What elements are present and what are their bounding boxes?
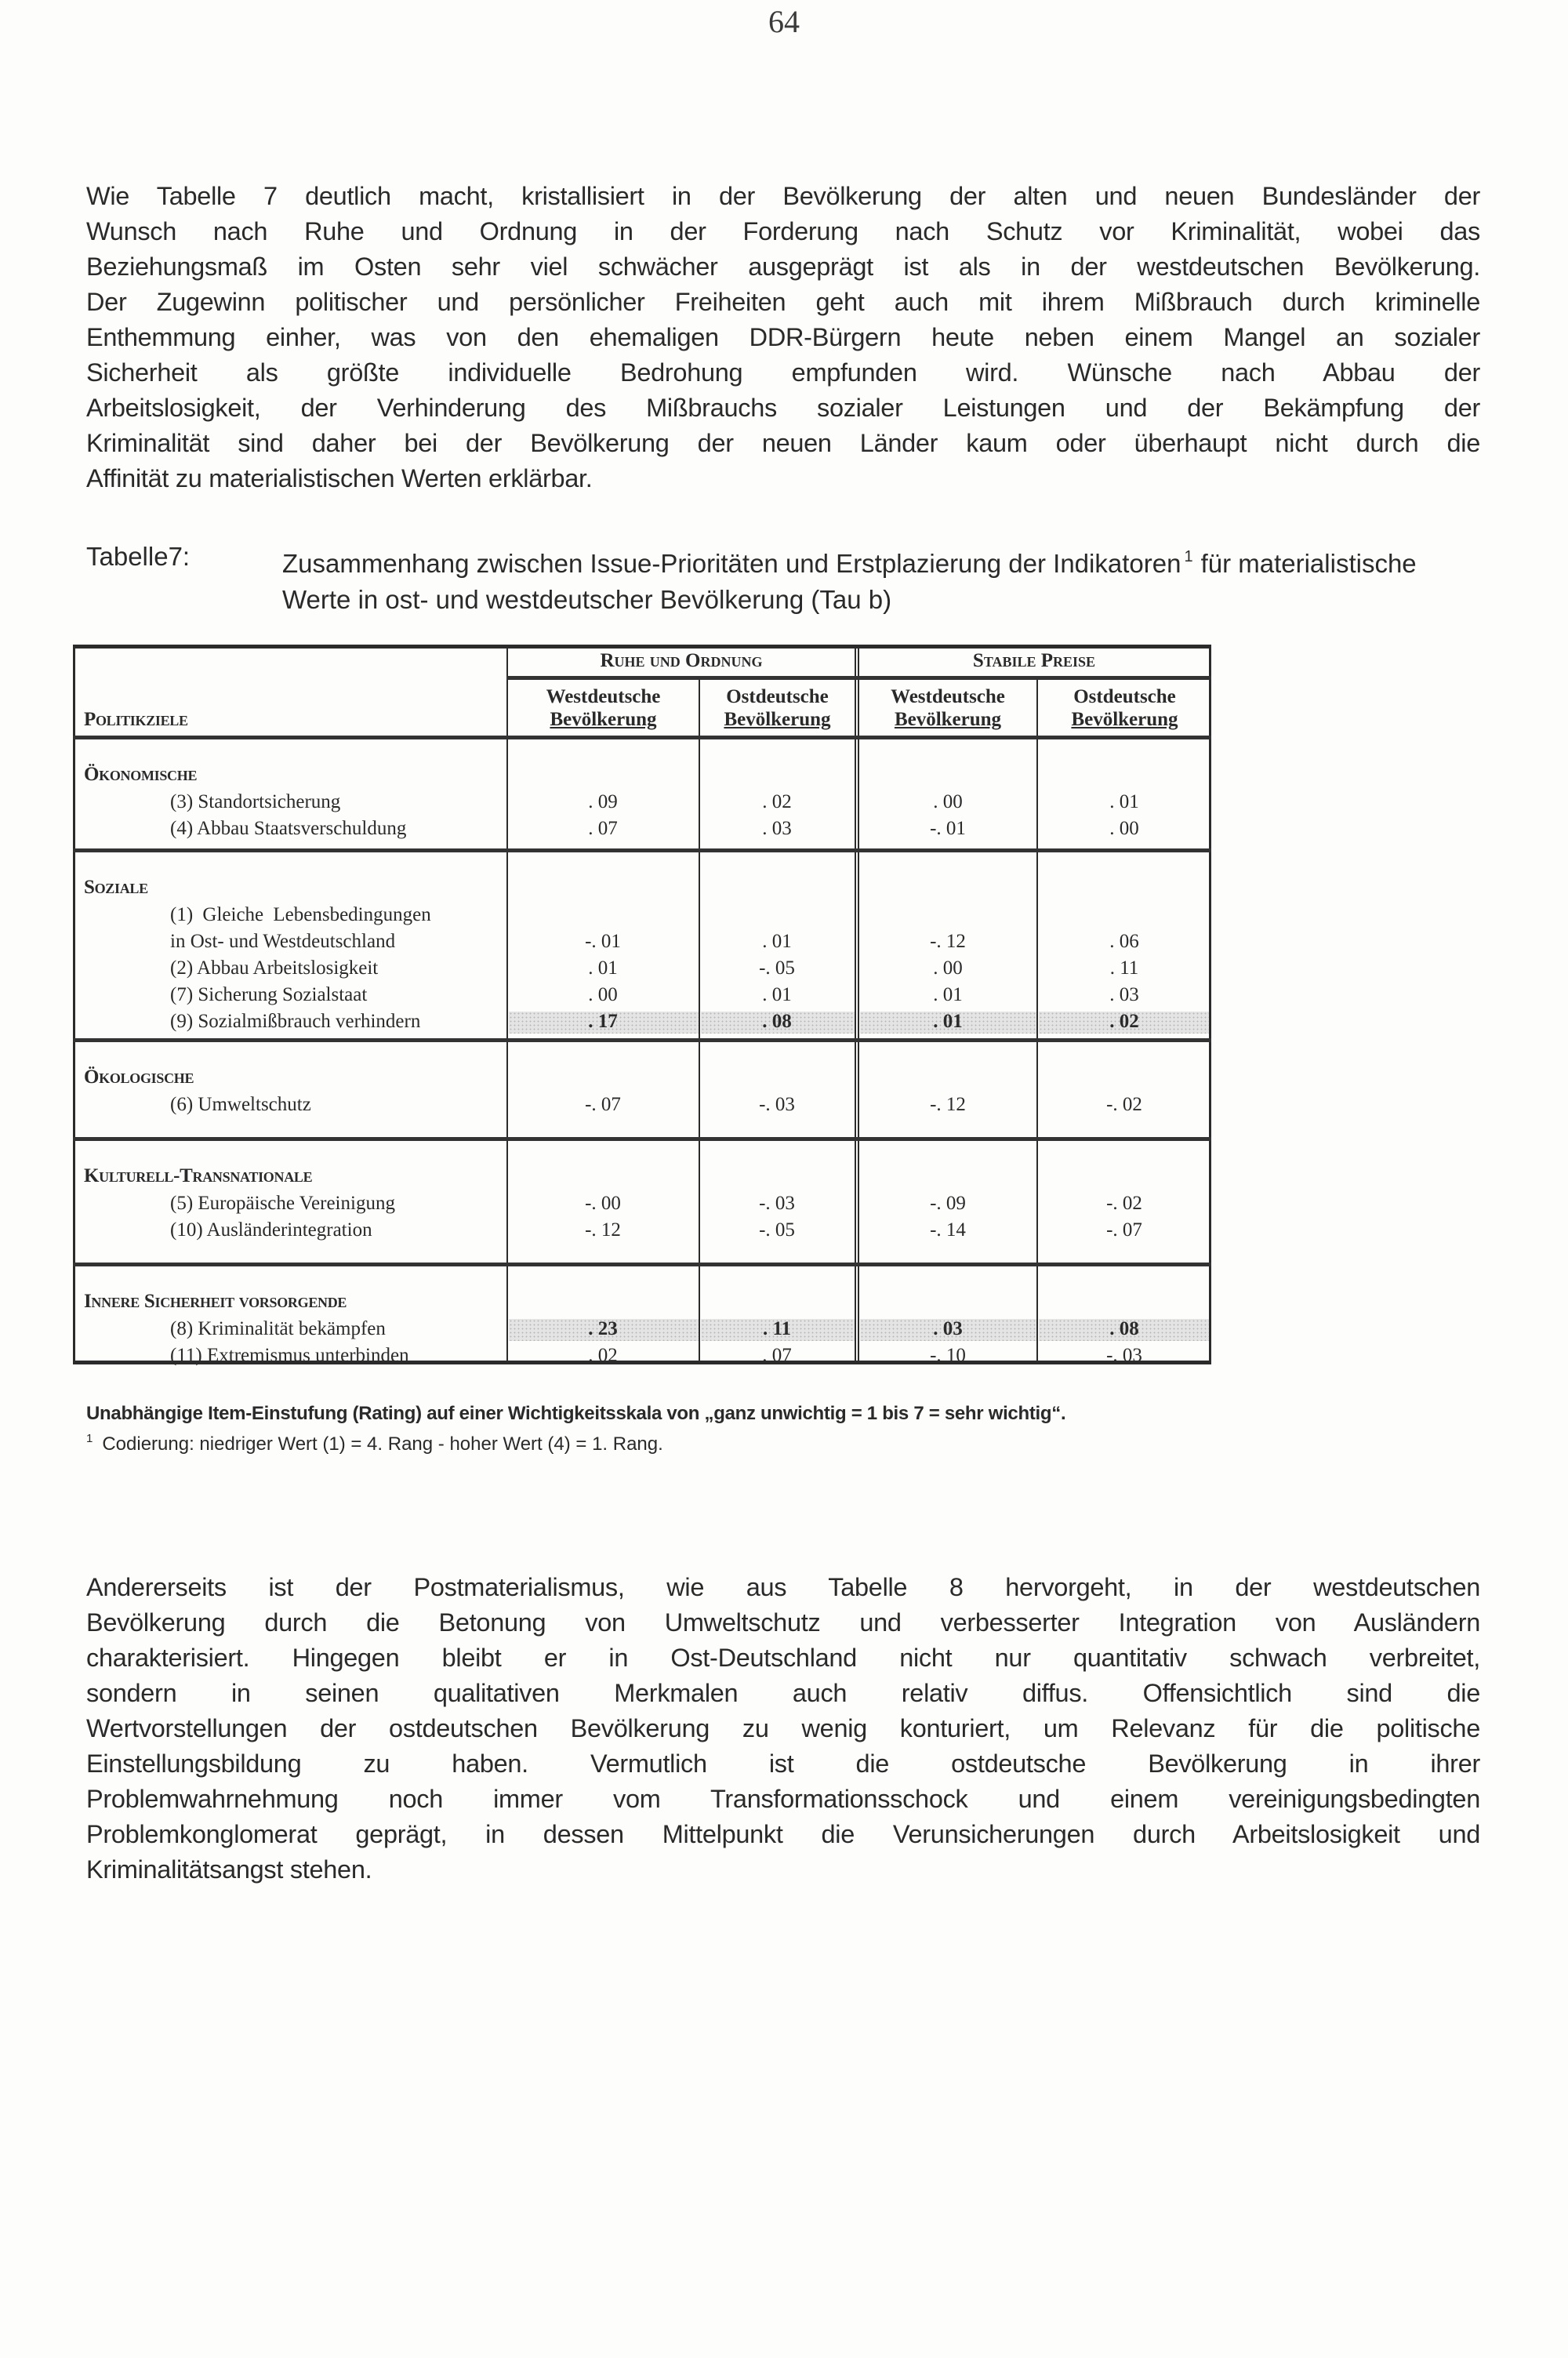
table-cell-value: -. 05 — [759, 1219, 795, 1241]
table-cell-value: . 03 — [1109, 984, 1139, 1005]
column-divider — [506, 645, 508, 1364]
section-rule — [73, 1263, 1211, 1266]
text-line: Sicherheit als größte individuelle Bedrohung empfunden wird. Wünsche nach Abbau der — [86, 358, 1480, 387]
table-cell-value: . 00 — [933, 957, 963, 979]
table-cell-value: . 01 — [762, 984, 792, 1005]
table-cell-value: . 09 — [588, 791, 618, 812]
table-cell-value: . 17 — [588, 1011, 618, 1032]
table-cell-value: -. 03 — [1106, 1345, 1142, 1366]
row-label: (4) Abbau Staatsverschuldung — [170, 818, 407, 839]
text-line: Bevölkerung durch die Betonung von Umweltschutz und verbesserter Integration von Ausländern — [86, 1608, 1480, 1637]
header-bottom-rule — [73, 736, 1211, 739]
column-header-line2: Bevölkerung — [724, 709, 831, 730]
text-line: Kriminalitätsangst stehen. — [86, 1855, 372, 1884]
table-cell-value: . 01 — [933, 984, 963, 1005]
row-label: (5) Europäische Vereinigung — [170, 1193, 395, 1214]
text-line: Enthemmung einher, was von den ehemaligen DDR-Bürgern heute neben einem Mangel an sozialer — [86, 323, 1480, 351]
text-line: Problemkonglomerat geprägt, in dessen Mittelpunkt die Verunsicherungen durch Arbeitslosigkeit und — [86, 1820, 1480, 1848]
section-heading: Kulturell-Transnationale — [84, 1165, 313, 1186]
table-cell-value: . 02 — [1109, 1011, 1139, 1032]
row-label: (3) Standortsicherung — [170, 791, 341, 812]
table-cell-value: -. 09 — [930, 1193, 966, 1214]
table-cell-value: -. 07 — [1106, 1219, 1142, 1241]
table-cell-value: -. 12 — [930, 1094, 966, 1115]
table-cell-value: -. 03 — [759, 1094, 795, 1115]
table-cell-value: . 00 — [1109, 818, 1139, 839]
table-cell-value: -. 03 — [759, 1193, 795, 1214]
footnote-marker: 1 — [86, 1432, 93, 1445]
table-caption-label: Tabelle7: — [86, 542, 191, 571]
table-notes — [86, 1401, 1065, 1457]
row-label: (8) Kriminalität bekämpfen — [170, 1318, 386, 1339]
table-cell-value: . 00 — [933, 791, 963, 812]
column-header-line1: Ostdeutsche — [1073, 686, 1176, 707]
section-heading: Soziale — [84, 877, 148, 898]
text-line: Kriminalität sind daher bei der Bevölkerung der neuen Länder kaum oder überhaupt nicht durch die — [86, 429, 1480, 457]
text-line: Andererseits ist der Postmaterialismus, wie aus Tabelle 8 hervorgeht, in der westdeutschen — [86, 1573, 1480, 1601]
row-label: (6) Umweltschutz — [170, 1094, 311, 1115]
column-header-line1: Westdeutsche — [546, 686, 661, 707]
table-cell-value: . 01 — [933, 1011, 963, 1032]
caption-part2: für materialistische Werte in ost- und westdeutscher Bevölkerung (Tau b) — [282, 549, 1417, 614]
text-line: Der Zugewinn politischer und persönlicher Freiheiten geht auch mit ihrem Mißbrauch durch kriminelle — [86, 288, 1480, 316]
column-header — [700, 685, 855, 731]
column-header-line2: Bevölkerung — [550, 709, 657, 730]
table-cell-value: . 03 — [933, 1318, 963, 1339]
row-label: (11) Extremismus unterbinden — [170, 1345, 409, 1366]
table-cell-value: . 01 — [588, 957, 618, 979]
table-cell-value: -. 00 — [585, 1193, 621, 1214]
table-cell-value: -. 02 — [1106, 1193, 1142, 1214]
column-header — [508, 685, 699, 731]
row-header-politikziele: Politikziele — [84, 709, 188, 730]
section-heading: Ökonomische — [84, 764, 198, 785]
row-label: (1) Gleiche Lebensbedingungen — [170, 904, 431, 925]
caption-part1: Zusammenhang zwischen Issue-Prioritäten und Erstplazierung der Indikatoren — [282, 549, 1181, 578]
table-caption-text — [282, 539, 1474, 618]
table-note-rating: Unabhängige Item-Einstufung (Rating) auf einer Wichtigkeitsskala von „ganz unwichtig = 1 bis 7 = sehr wichtig“. — [86, 1403, 1066, 1424]
table-cell-value: -. 12 — [585, 1219, 621, 1241]
table-cell-value: . 23 — [588, 1318, 618, 1339]
row-label: (10) Ausländerintegration — [170, 1219, 372, 1241]
row-label: (9) Sozialmißbrauch verhindern — [170, 1011, 421, 1032]
table-cell-value: . 00 — [588, 984, 618, 1005]
column-header-line2: Bevölkerung — [894, 709, 1002, 730]
text-line: Arbeitslosigkeit, der Verhinderung des Mißbrauchs sozialer Leistungen und der Bekämpfung der — [86, 394, 1480, 422]
section-heading: Ökologische — [84, 1066, 194, 1088]
footnote-text: Codierung: niedriger Wert (1) = 4. Rang - hoher Wert (4) = 1. Rang. — [102, 1433, 663, 1455]
text-line: Einstellungsbildung zu haben. Vermutlich ist die ostdeutsche Bevölkerung in ihrer — [86, 1749, 1480, 1778]
table-footnote — [86, 1426, 1065, 1457]
text-line: charakterisiert. Hingegen bleibt er in Ost-Deutschland nicht nur quantitativ schwach verbreitet, — [86, 1644, 1480, 1672]
table-cell-value: -. 14 — [930, 1219, 966, 1241]
section-rule — [73, 848, 1211, 852]
text-line: Affinität zu materialistischen Werten erklärbar. — [86, 464, 593, 492]
group-header-stabile-preise: Stabile Preise — [972, 650, 1096, 671]
column-header-line1: Westdeutsche — [891, 686, 1005, 707]
page-number: 64 — [768, 4, 800, 39]
table-cell-value: -. 12 — [930, 931, 966, 952]
table-cell-value: . 07 — [762, 1345, 792, 1366]
row-label-continued: in Ost- und Westdeutschland — [170, 931, 396, 952]
text-line: Wie Tabelle 7 deutlich macht, kristallisiert in der Bevölkerung der alten und neuen Bundesländer der — [86, 182, 1480, 210]
table-cell-value: -. 10 — [930, 1345, 966, 1366]
table-cell-value: . 08 — [1109, 1318, 1139, 1339]
text-line: Problemwahrnehmung noch immer vom Transformationsschock und einem vereinigungsbedingten — [86, 1785, 1480, 1813]
header-divider — [506, 676, 1211, 680]
column-header — [1038, 685, 1211, 731]
table-cell-value: . 08 — [762, 1011, 792, 1032]
column-header — [859, 685, 1036, 731]
column-header-line2: Bevölkerung — [1071, 709, 1178, 730]
section-heading: Innere Sicherheit vorsorgende — [84, 1291, 347, 1312]
table-cell-value: . 11 — [762, 1318, 792, 1339]
table-cell-value: . 01 — [762, 931, 792, 952]
table-cell-value: -. 07 — [585, 1094, 621, 1115]
column-divider — [1036, 678, 1038, 1364]
table-cell-value: -. 02 — [1106, 1094, 1142, 1115]
text-line: Beziehungsmaß im Osten sehr viel schwächer ausgeprägt ist als in der westdeutschen Bevölkerung. — [86, 253, 1480, 281]
row-label: (7) Sicherung Sozialstaat — [170, 984, 368, 1005]
table-cell-value: -. 05 — [759, 957, 795, 979]
text-line: Wertvorstellungen der ostdeutschen Bevölkerung zu wenig konturiert, um Relevanz für die politische — [86, 1714, 1480, 1742]
table-cell-value: -. 01 — [585, 931, 621, 952]
text-line: sondern in seinen qualitativen Merkmalen auch relativ diffus. Offensichtlich sind die — [86, 1679, 1480, 1707]
table-cell-value: . 06 — [1109, 931, 1139, 952]
group-header-ruhe-und-ordnung: Ruhe und Ordnung — [600, 650, 763, 671]
table-cell-value: -. 01 — [930, 818, 966, 839]
row-label: (2) Abbau Arbeitslosigkeit — [170, 957, 379, 979]
table-cell-value: . 07 — [588, 818, 618, 839]
table-cell-value: . 02 — [588, 1345, 618, 1366]
paragraph-postmaterialismus — [86, 1570, 1480, 1887]
table-cell-value: . 02 — [762, 791, 792, 812]
section-rule — [73, 1038, 1211, 1042]
text-line: Wunsch nach Ruhe und Ordnung in der Forderung nach Schutz vor Kriminalität, wobei das — [86, 217, 1480, 245]
column-header-line1: Ostdeutsche — [726, 686, 829, 707]
table-cell-value: . 03 — [762, 818, 792, 839]
footnote-marker: 1 — [1184, 548, 1193, 565]
paragraph-intro — [86, 179, 1480, 496]
table-cell-value: . 01 — [1109, 791, 1139, 812]
table-cell-value: . 11 — [1109, 957, 1139, 979]
section-rule — [73, 1137, 1211, 1141]
